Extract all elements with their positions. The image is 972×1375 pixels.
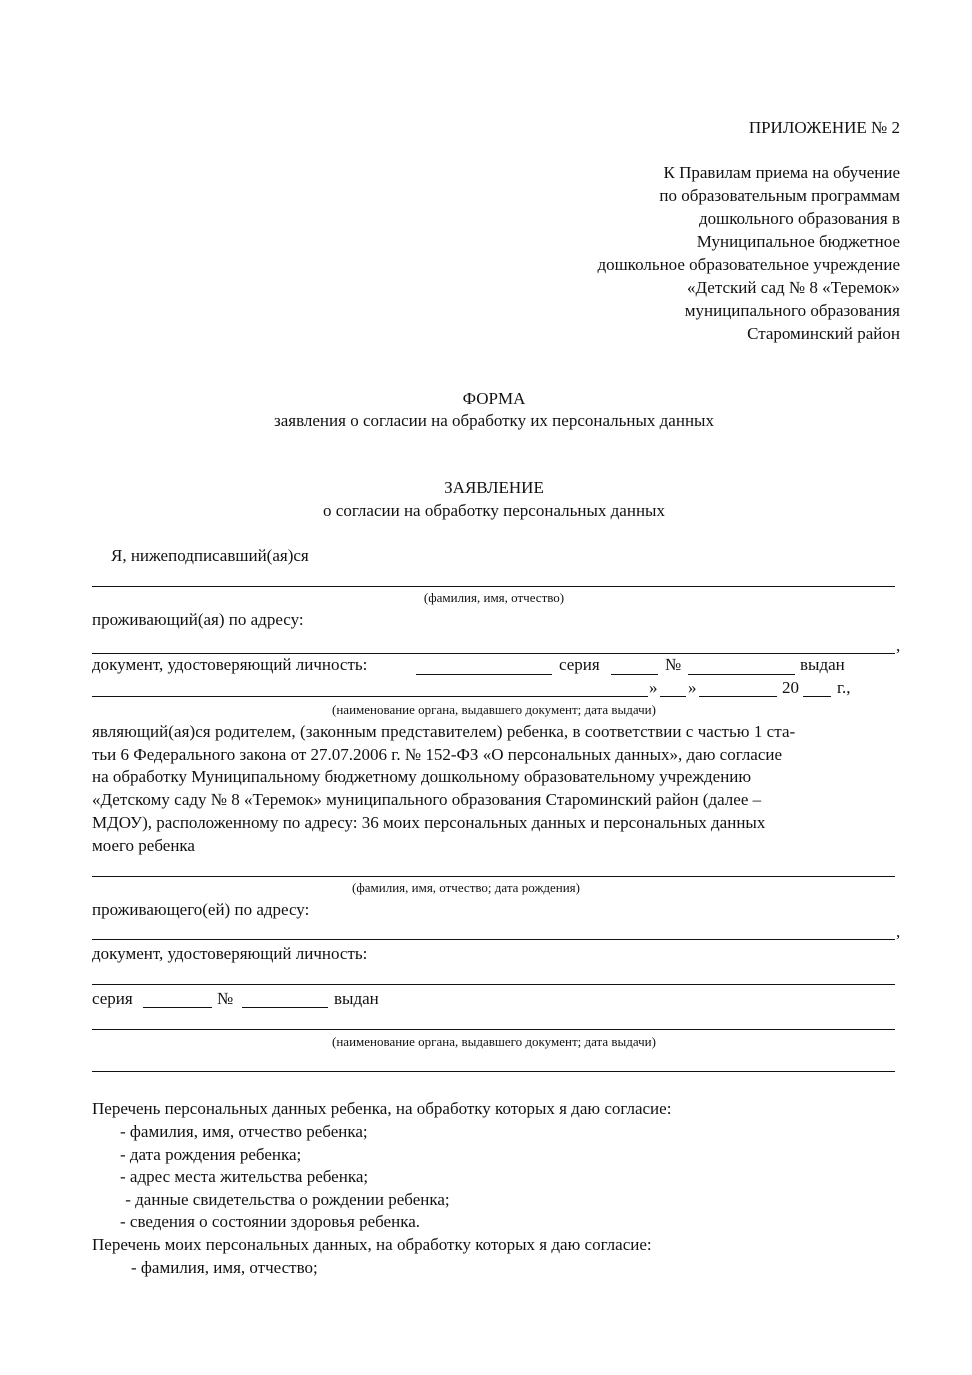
- consent-line: на обработку Муниципальному бюджетному дошкольному образовательному учреждению: [92, 767, 752, 786]
- child-name-caption: (фамилия, имя, отчество; дата рождения): [352, 880, 580, 895]
- child-number-field[interactable]: [242, 1007, 328, 1008]
- applicant-series-label: серия: [559, 655, 600, 674]
- consent-line: являющий(ая)ся родителем, (законным представителем) ребенка, в соответствии с частью 1 ста-: [92, 722, 796, 741]
- applicant-issue-day-field[interactable]: [660, 696, 686, 697]
- applicant-name-field[interactable]: [92, 586, 895, 587]
- annex-line: дошкольного образования в: [699, 209, 900, 228]
- date-quote-close: »: [688, 678, 697, 697]
- list-item: - сведения о состоянии здоровья ребенка.: [120, 1212, 420, 1231]
- applicant-address-field[interactable]: [92, 653, 895, 654]
- list-item: - адрес места жительства ребенка;: [120, 1167, 369, 1186]
- child-name-field[interactable]: [92, 876, 895, 877]
- annex-line: Староминский район: [747, 324, 900, 343]
- child-issuer-field[interactable]: [92, 1029, 895, 1030]
- child-address-label: проживающего(ей) по адресу:: [92, 900, 310, 919]
- year-prefix: 20: [782, 678, 799, 697]
- consent-line: моего ребенка: [92, 836, 195, 855]
- annex-line: муниципального образования: [684, 301, 900, 320]
- annex-line: «Детский сад № 8 «Теремок»: [687, 278, 900, 297]
- statement-subtitle: о согласии на обработку персональных данных: [323, 501, 665, 520]
- child-id-label: документ, удостоверяющий личность:: [92, 944, 368, 963]
- applicant-address-comma: ,: [896, 636, 901, 655]
- form-subtitle: заявления о согласии на обработку их персональных данных: [274, 411, 714, 430]
- applicant-address-label: проживающий(ая) по адресу:: [92, 610, 304, 629]
- consent-line: «Детскому саду № 8 «Теремок» муниципального образования Староминский район (далее –: [92, 790, 762, 809]
- annex-line: дошкольное образовательное учреждение: [597, 255, 900, 274]
- child-address-field[interactable]: [92, 939, 895, 940]
- applicant-id-type-field[interactable]: [416, 674, 552, 675]
- statement-title: ЗАЯВЛЕНИЕ: [444, 478, 544, 497]
- list-item: - дата рождения ребенка;: [120, 1145, 302, 1164]
- consent-line: МДОУ), расположенному по адресу: 36 моих персональных данных и персональных данных: [92, 813, 766, 832]
- list-item: - фамилия, имя, отчество ребенка;: [120, 1122, 368, 1141]
- child-issuer-date-field[interactable]: [92, 1071, 895, 1072]
- child-address-comma: ,: [896, 922, 901, 941]
- applicant-issue-month-field[interactable]: [699, 696, 777, 697]
- applicant-id-label: документ, удостоверяющий личность:: [92, 655, 368, 674]
- applicant-number-label: №: [665, 655, 682, 674]
- applicant-intro: Я, нижеподписавший(ая)ся: [111, 546, 309, 565]
- child-id-type-field[interactable]: [92, 984, 895, 985]
- applicant-issue-year-field[interactable]: [803, 696, 831, 697]
- my-data-heading: Перечень моих персональных данных, на обработку которых я даю согласие:: [92, 1235, 652, 1254]
- applicant-issued-label: выдан: [800, 655, 845, 674]
- date-quote-open: »: [649, 678, 658, 697]
- child-issued-label: выдан: [334, 989, 379, 1008]
- annex-title: ПРИЛОЖЕНИЕ № 2: [748, 118, 900, 137]
- list-item: - фамилия, имя, отчество;: [131, 1258, 318, 1277]
- list-item: - данные свидетельства о рождении ребенка;: [121, 1190, 450, 1209]
- annex-line: К Правилам приема на обучение: [663, 163, 900, 182]
- form-title: ФОРМА: [462, 389, 526, 408]
- child-series-field[interactable]: [143, 1007, 212, 1008]
- annex-line: по образовательным программам: [659, 186, 900, 205]
- child-issuer-caption: (наименование органа, выдавшего документ; дата выдачи): [332, 1034, 656, 1049]
- year-suffix: г.,: [837, 678, 851, 697]
- applicant-number-field[interactable]: [688, 674, 795, 675]
- applicant-name-caption: (фамилия, имя, отчество): [423, 590, 565, 605]
- applicant-issuer-field[interactable]: [92, 696, 648, 697]
- applicant-issuer-caption: (наименование органа, выдавшего документ; дата выдачи): [332, 702, 656, 717]
- applicant-series-field[interactable]: [611, 674, 658, 675]
- child-number-label: №: [217, 989, 234, 1008]
- annex-line: Муниципальное бюджетное: [696, 232, 900, 251]
- child-data-heading: Перечень персональных данных ребенка, на обработку которых я даю согласие:: [92, 1099, 672, 1118]
- consent-line: тьи 6 Федерального закона от 27.07.2006 г. № 152-ФЗ «О персональных данных», даю согласие: [92, 745, 783, 764]
- child-series-label: серия: [92, 989, 133, 1008]
